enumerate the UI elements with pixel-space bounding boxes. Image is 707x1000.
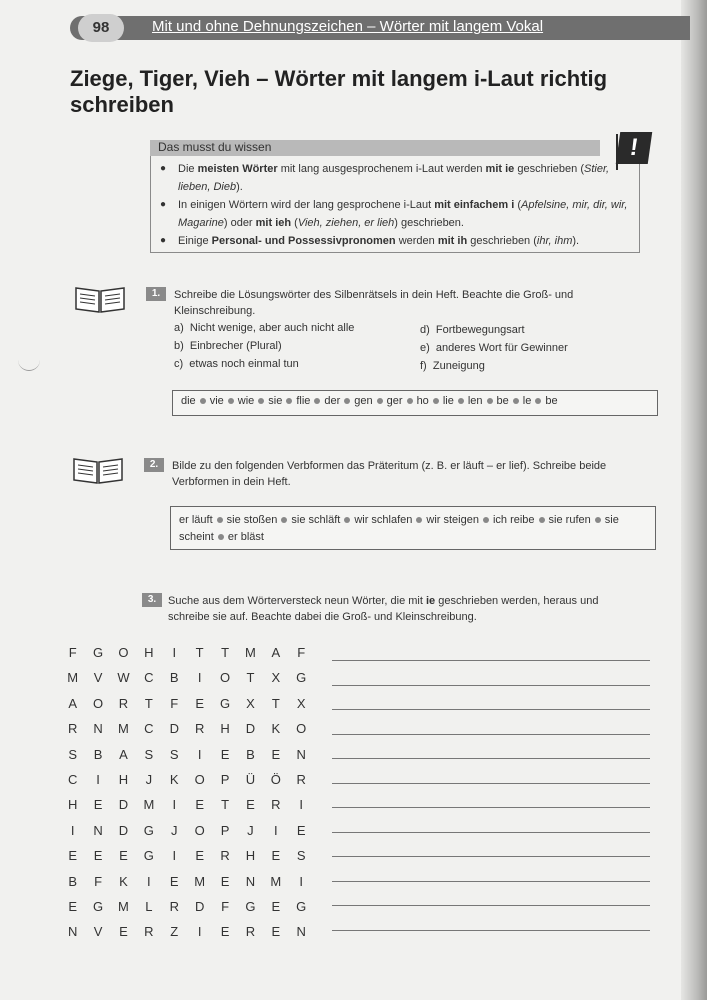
grid-row xyxy=(60,696,314,721)
grid-letter: M xyxy=(118,898,129,914)
separator-dot xyxy=(487,398,493,404)
grid-letter: Ö xyxy=(270,771,281,787)
grid-letter: E xyxy=(220,873,230,889)
syllable: vie xyxy=(209,395,224,407)
grid-letter: G xyxy=(143,848,154,864)
grid-letter: F xyxy=(221,898,230,914)
separator-dot xyxy=(217,517,223,523)
grid-letter: H xyxy=(118,771,129,787)
syllable: flie xyxy=(296,395,311,407)
answer-line[interactable] xyxy=(332,856,650,857)
syllable: be xyxy=(496,395,509,407)
answer-line[interactable] xyxy=(332,734,650,735)
verb-form: sie schläft xyxy=(291,514,341,526)
separator-dot xyxy=(314,398,320,404)
grid-letter: E xyxy=(296,822,306,838)
clue-a: a) Nicht wenige, aber auch nicht alle xyxy=(174,322,355,334)
separator-dot xyxy=(458,398,464,404)
verb-form: er bläst xyxy=(227,531,264,543)
grid-letter: D xyxy=(194,898,205,914)
grid-letter: F xyxy=(170,695,179,711)
grid-letter: E xyxy=(93,848,103,864)
separator-dot xyxy=(228,398,234,404)
grid-letter: H xyxy=(68,797,78,813)
answer-line[interactable] xyxy=(332,783,650,784)
grid-letter: Ü xyxy=(245,771,256,787)
open-book-icon xyxy=(72,284,128,314)
grid-letter: D xyxy=(245,721,256,737)
grid-letter: E xyxy=(119,924,128,940)
grid-letter: E xyxy=(68,848,78,864)
page-title: Ziege, Tiger, Vieh – Wörter mit langem i-Laut richtig schreiben xyxy=(70,66,608,117)
grid-letter: I xyxy=(172,797,177,813)
grid-letter: I xyxy=(197,924,202,940)
grid-letter: D xyxy=(118,797,129,813)
grid-letter: T xyxy=(195,645,204,660)
grid-letter: E xyxy=(195,797,204,813)
answer-line[interactable] xyxy=(332,807,650,808)
grid-letter: T xyxy=(144,695,153,711)
letter-grid xyxy=(60,645,314,950)
grid-row xyxy=(60,924,314,949)
grid-letter: S xyxy=(68,746,78,762)
grid-letter: N xyxy=(68,924,78,940)
grid-letter: I xyxy=(197,670,202,686)
separator-dot xyxy=(344,517,350,523)
syllable: be xyxy=(545,395,558,407)
grid-letter: A xyxy=(68,695,78,711)
grid-letter: G xyxy=(93,645,104,660)
grid-letter: P xyxy=(220,822,230,838)
grid-row xyxy=(60,848,314,873)
open-book-icon xyxy=(70,455,126,485)
separator-dot xyxy=(539,517,545,523)
grid-letter: E xyxy=(271,746,281,762)
grid-letter: K xyxy=(169,771,179,787)
syllable: le xyxy=(522,395,532,407)
grid-letter: N xyxy=(93,822,103,838)
grid-letter: I xyxy=(172,848,177,864)
grid-letter: I xyxy=(147,873,151,889)
clue-c: c) etwas noch einmal tun xyxy=(174,358,299,370)
separator-dot xyxy=(377,398,383,404)
separator-dot xyxy=(344,398,350,404)
grid-letter: R xyxy=(68,721,78,737)
grid-letter: X xyxy=(296,695,306,711)
verb-form: sie scheint xyxy=(179,514,619,543)
clue-e: e) anderes Wort für Gewinner xyxy=(420,342,568,354)
syllable-box xyxy=(172,390,658,416)
grid-letter: B xyxy=(93,746,103,762)
grid-letter: E xyxy=(195,695,204,711)
answer-line[interactable] xyxy=(332,881,650,882)
grid-letter: G xyxy=(143,822,154,838)
grid-letter: O xyxy=(296,721,307,737)
info-heading-text: Das musst du wissen xyxy=(158,140,272,154)
grid-letter: H xyxy=(220,721,230,737)
exclamation-flag-icon: ! xyxy=(616,132,652,164)
grid-letter: B xyxy=(68,873,78,889)
grid-letter: O xyxy=(93,695,104,711)
separator-dot xyxy=(513,398,519,404)
grid-letter: J xyxy=(171,822,178,838)
grid-letter: G xyxy=(296,898,307,914)
separator-dot xyxy=(200,398,206,404)
exercise-1-number: 1. xyxy=(146,287,166,301)
grid-letter: R xyxy=(118,695,129,711)
grid-letter: X xyxy=(271,670,281,686)
grid-letter: R xyxy=(296,771,306,787)
grid-letter: K xyxy=(271,721,281,737)
grid-letter: B xyxy=(169,670,179,686)
grid-letter: G xyxy=(245,898,256,914)
grid-letter: E xyxy=(246,797,255,813)
grid-letter: M xyxy=(143,797,155,813)
separator-dot xyxy=(535,398,541,404)
grid-letter: J xyxy=(145,771,153,787)
grid-letter: F xyxy=(297,645,306,660)
grid-letter: N xyxy=(296,746,306,762)
grid-letter: L xyxy=(145,898,153,914)
separator-dot xyxy=(595,517,601,523)
grid-letter: M xyxy=(194,873,206,889)
syllable: wie xyxy=(237,395,255,407)
grid-letter: P xyxy=(220,771,230,787)
grid-row xyxy=(60,645,314,670)
grid-letter: M xyxy=(118,721,129,737)
grid-letter: N xyxy=(93,721,103,737)
grid-letter: V xyxy=(93,924,103,940)
answer-line[interactable] xyxy=(332,758,650,759)
grid-letter: C xyxy=(144,721,154,737)
separator-dot xyxy=(258,398,264,404)
grid-letter: I xyxy=(197,746,202,762)
syllable: sie xyxy=(268,395,283,407)
grid-letter: R xyxy=(169,898,179,914)
grid-row xyxy=(60,772,314,797)
verb-form: wir steigen xyxy=(426,514,479,526)
grid-letter: G xyxy=(93,898,104,914)
grid-letter: R xyxy=(271,797,281,813)
grid-letter: D xyxy=(118,822,129,838)
verb-form: er läuft xyxy=(179,514,213,526)
verb-form: sie stoßen xyxy=(226,514,278,526)
syllable: ger xyxy=(386,395,403,407)
clue-f: f) Zuneigung xyxy=(420,360,485,372)
grid-letter: T xyxy=(221,645,230,660)
grid-letter: E xyxy=(271,898,281,914)
grid-row xyxy=(60,670,314,695)
answer-line[interactable] xyxy=(332,709,650,710)
grid-letter: S xyxy=(144,746,154,762)
info-list-item: ● Einige Personal- und Possessivpronomen werden mit ih geschrieben (ihr, ihm). xyxy=(156,232,636,250)
grid-letter: I xyxy=(274,822,278,838)
grid-letter: M xyxy=(270,873,282,889)
exercise-2-instruction: Bilde zu den folgenden Verbformen das Präteritum (z. B. er läuft – er lief). Schreibe beide Verbformen in dein Heft. xyxy=(172,460,607,488)
grid-row xyxy=(60,797,314,822)
grid-letter: E xyxy=(195,848,204,864)
grid-letter: E xyxy=(220,924,230,940)
grid-letter: T xyxy=(221,797,230,813)
grid-letter: X xyxy=(246,695,255,711)
info-list-item: ● In einigen Wörtern wird der lang gesprochene i-Laut mit einfachem i (Apfelsine, mir, dir, wir, Magarine) oder mit ieh (Vieh, ziehen, er lieh) geschrieben. xyxy=(156,196,636,232)
grid-letter: A xyxy=(119,746,128,762)
verb-form: sie rufen xyxy=(548,514,591,526)
grid-letter: F xyxy=(68,645,77,660)
info-box-heading xyxy=(150,140,600,156)
separator-dot xyxy=(218,534,224,540)
grid-letter: C xyxy=(68,771,78,787)
grid-letter: S xyxy=(169,746,179,762)
verb-form: wir schlafen xyxy=(354,514,413,526)
syllable: lie xyxy=(442,395,454,407)
grid-row xyxy=(60,747,314,772)
grid-letter: E xyxy=(271,848,281,864)
grid-letter: W xyxy=(117,670,130,686)
syllable: die xyxy=(181,395,196,407)
grid-letter: T xyxy=(246,670,255,686)
grid-letter: B xyxy=(246,746,255,762)
syllable: der xyxy=(324,395,341,407)
grid-letter: C xyxy=(144,670,154,686)
grid-letter: Z xyxy=(170,924,179,940)
answer-line[interactable] xyxy=(332,905,650,906)
grid-letter: I xyxy=(299,797,304,813)
verb-box xyxy=(170,506,656,550)
grid-letter: O xyxy=(219,670,231,686)
grid-letter: H xyxy=(245,848,256,864)
grid-letter: I xyxy=(299,873,304,889)
grid-row xyxy=(60,721,314,746)
syllable: len xyxy=(467,395,483,407)
exercise-3-instruction: Suche aus dem Wörterversteck neun Wörter, die mit ie geschrieben werden, heraus und schreibe sie auf. Beachte dabei die Groß- und Kleinschreibung. xyxy=(168,595,599,623)
info-list xyxy=(156,160,636,250)
grid-letter: G xyxy=(219,695,231,711)
grid-letter: H xyxy=(144,645,154,660)
grid-letter: R xyxy=(220,848,230,864)
grid-row xyxy=(60,874,314,899)
grid-letter: M xyxy=(245,645,256,660)
grid-letter: I xyxy=(96,771,100,787)
page-edge-shadow xyxy=(681,0,707,1000)
separator-dot xyxy=(407,398,413,404)
grid-row xyxy=(60,899,314,924)
grid-letter: R xyxy=(194,721,205,737)
grid-letter: I xyxy=(70,822,75,838)
answer-line[interactable] xyxy=(332,832,650,833)
info-list-item: ● Die meisten Wörter mit lang ausgesprochenem i-Laut werden mit ie geschrieben (Stier, lieben, Dieb). xyxy=(156,160,636,196)
grid-row xyxy=(60,823,314,848)
page-number: 98 xyxy=(78,14,124,42)
grid-letter: V xyxy=(93,670,103,686)
grid-letter: E xyxy=(271,924,281,940)
answer-line[interactable] xyxy=(332,685,650,686)
header-title: Mit und ohne Dehnungszeichen – Wörter mit langem Vokal xyxy=(152,18,544,35)
grid-letter: S xyxy=(296,848,306,864)
syllable: gen xyxy=(354,395,373,407)
exercise-1-instruction: Schreibe die Lösungswörter des Silbenrätsels in dein Heft. Beachte die Groß- und Kleinschreibung. xyxy=(174,289,574,317)
answer-line[interactable] xyxy=(332,660,650,661)
grid-letter: E xyxy=(119,848,128,864)
grid-letter: A xyxy=(271,645,281,660)
grid-letter: T xyxy=(271,695,280,711)
grid-letter: R xyxy=(245,924,256,940)
grid-letter: N xyxy=(296,924,306,940)
verb-form: ich reibe xyxy=(492,514,535,526)
grid-letter: J xyxy=(247,822,254,838)
separator-dot xyxy=(286,398,292,404)
answer-line[interactable] xyxy=(332,930,650,931)
clue-b: b) Einbrecher (Plural) xyxy=(174,340,282,352)
separator-dot xyxy=(416,517,422,523)
syllable: ho xyxy=(416,395,429,407)
grid-letter: O xyxy=(194,822,205,838)
grid-letter: F xyxy=(94,873,103,889)
grid-letter: M xyxy=(67,670,79,686)
grid-letter: K xyxy=(119,873,128,889)
grid-letter: E xyxy=(68,898,78,914)
margin-mark xyxy=(18,356,40,371)
grid-letter: E xyxy=(220,746,230,762)
separator-dot xyxy=(483,517,489,523)
separator-dot xyxy=(281,517,287,523)
exercise-3-number: 3. xyxy=(142,593,162,607)
grid-letter: I xyxy=(172,645,177,660)
exercise-2-number: 2. xyxy=(144,458,164,472)
grid-letter: O xyxy=(118,645,129,660)
grid-letter: E xyxy=(93,797,103,813)
separator-dot xyxy=(433,398,439,404)
grid-letter: D xyxy=(169,721,179,737)
grid-letter: N xyxy=(245,873,256,889)
grid-letter: E xyxy=(169,873,179,889)
grid-letter: G xyxy=(296,670,307,686)
clue-d: d) Fortbewegungsart xyxy=(420,324,525,336)
grid-letter: O xyxy=(194,771,205,787)
grid-letter: R xyxy=(144,924,154,940)
